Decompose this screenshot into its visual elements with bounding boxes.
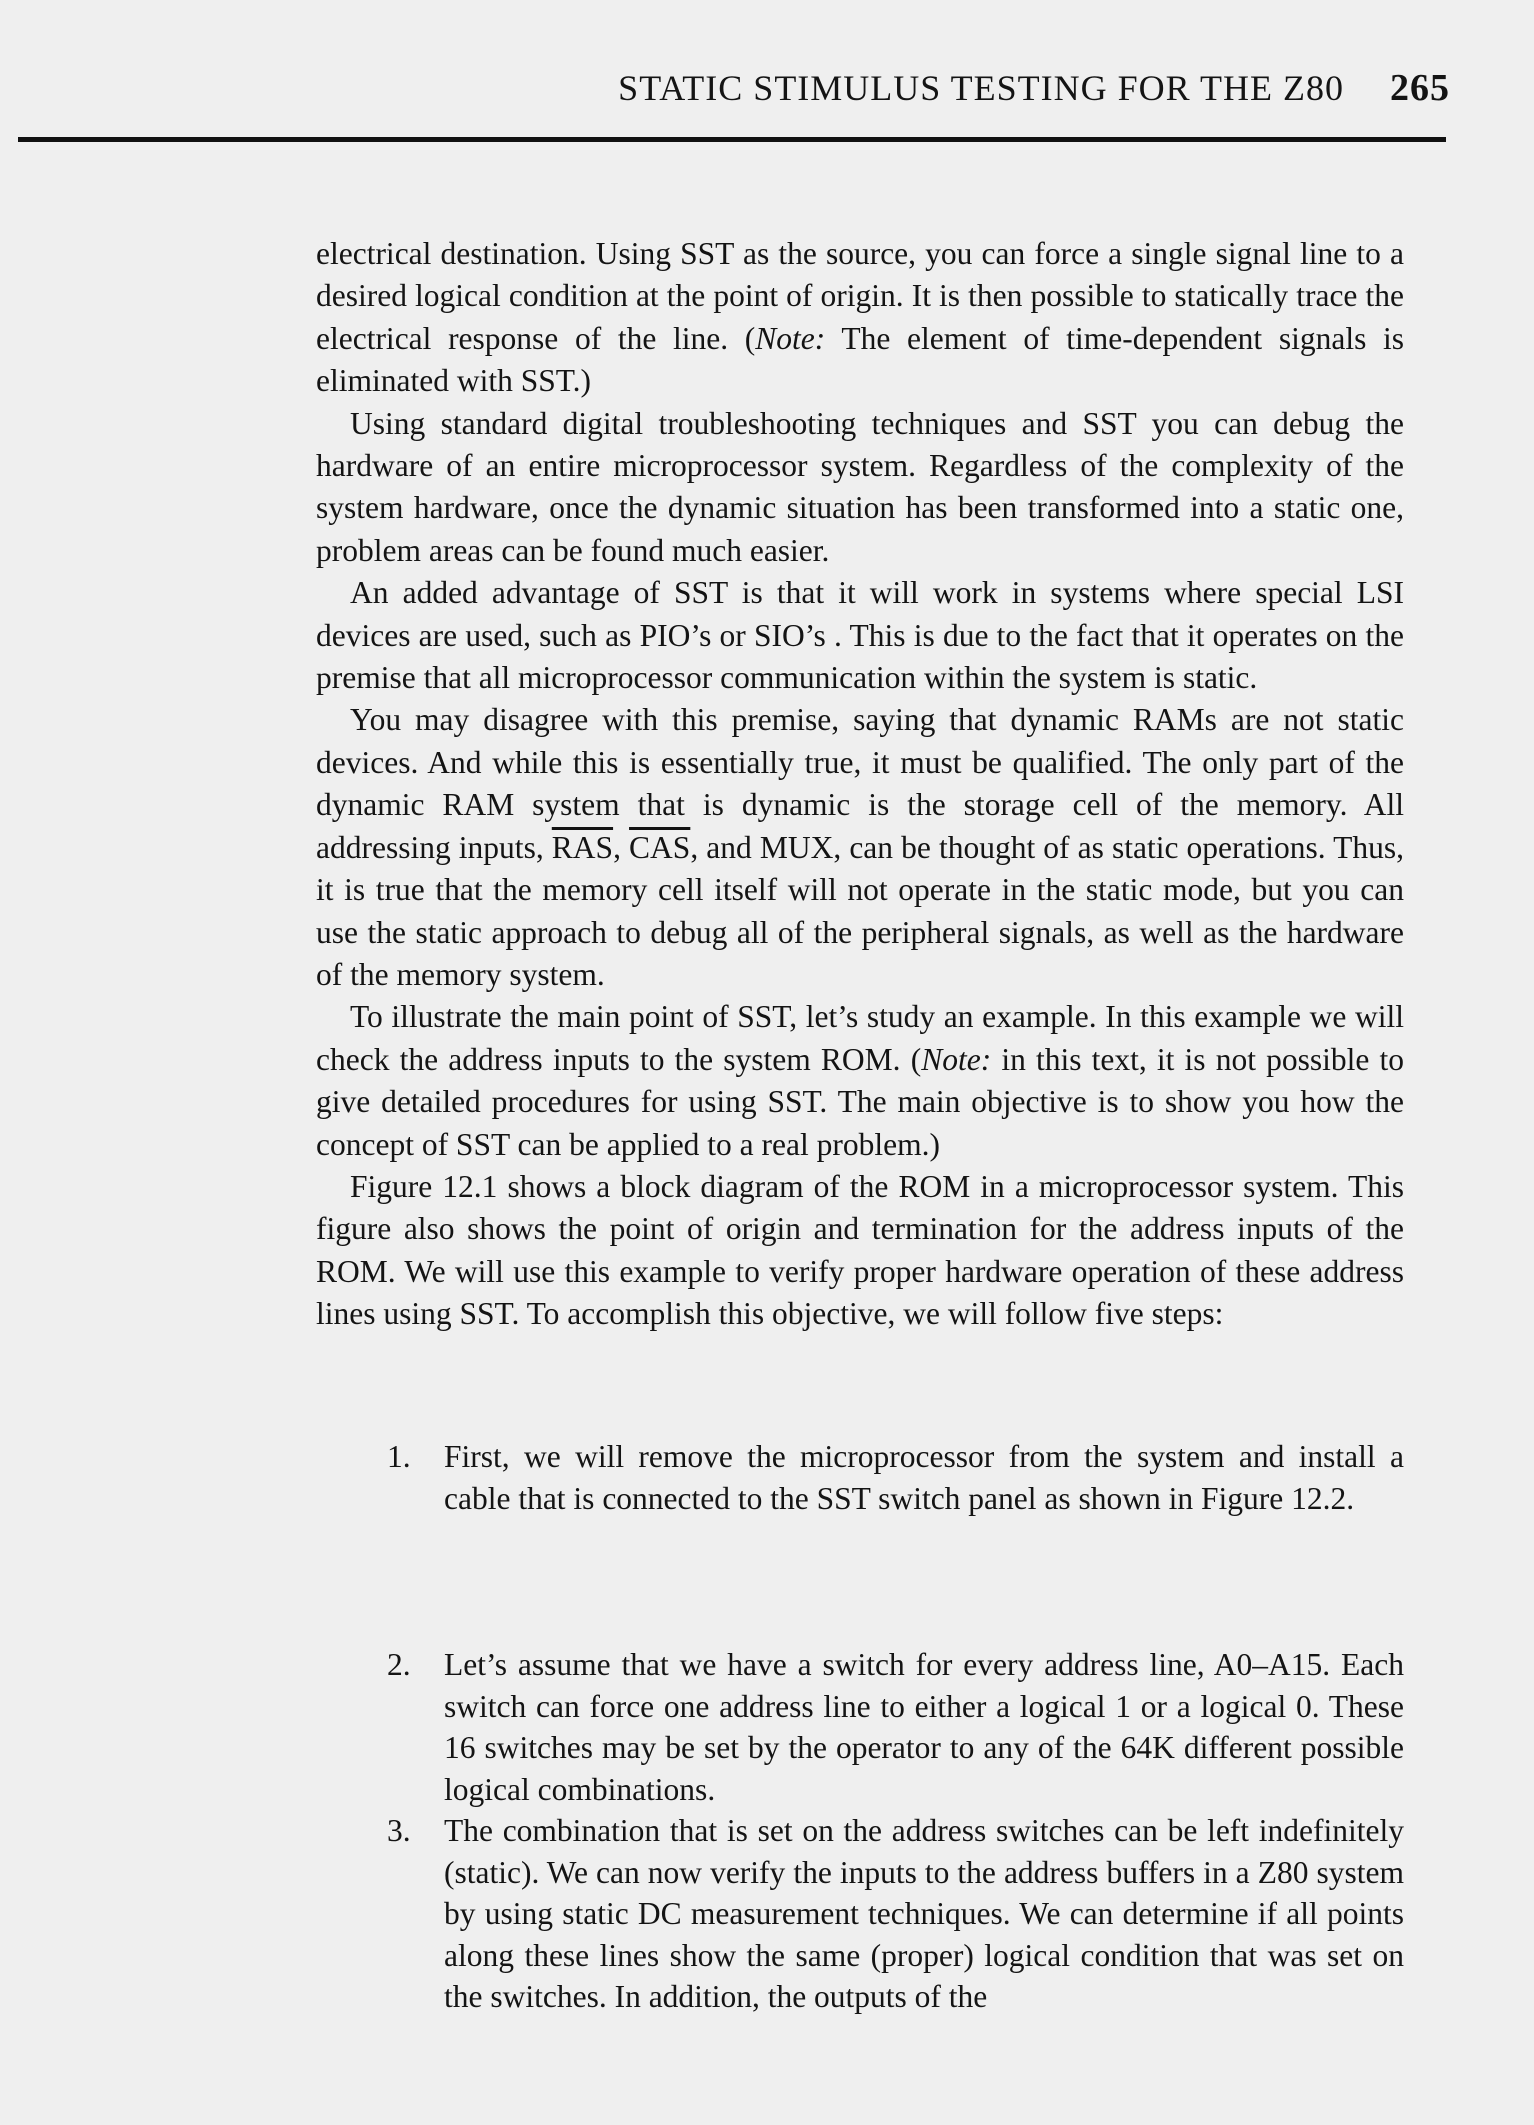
note-label: Note: (921, 1041, 992, 1077)
list-item-text: Let’s assume that we have a switch for every address line, A0–A15. Each switch can force one address line to either a logical 1 or a logical 0. These 16 switches may be set by the operator to any of the 64K different possible logical combinations. (444, 1647, 1404, 1807)
paragraph-4 (316, 699, 1404, 996)
list-item-number: 2. (387, 1647, 411, 1682)
list-item-number: 3. (387, 1813, 411, 1848)
header-rule (18, 137, 1446, 142)
paragraph-1-end: The element of time-dependent signals is eliminated with SST.) (316, 320, 1404, 399)
list-item-text: The combination that is set on the address switches can be left indefinitely (static). We can now verify the inputs to the address buffers in a Z80 system by using static DC measurement techniques. We can determine if all points along these lines show the same (proper) logical condition that was set on the switches. In addition, the outputs of the (444, 1813, 1404, 2014)
running-title: STATIC STIMULUS TESTING FOR THE Z80 (618, 68, 1344, 108)
paragraph-5-text-a: To illustrate the main point of SST, let’s study an example. In this example we will check the address inputs to the system ROM. ( (316, 999, 1404, 1077)
paragraph-5 (316, 996, 1404, 1166)
list-item-number: 1. (387, 1439, 411, 1474)
paragraph-5-text-b: in this text, it is not possible to give detailed procedures for using SST. The main objective is to show you how the concept of SST can be applied to a real problem.) (316, 1041, 1404, 1162)
cas-signal: $\overline{CAS}$ (629, 829, 691, 865)
paragraph-2: Using standard digital troubleshooting techniques and SST you can debug the hardware of an entire microprocessor system. Regardless of the complexity of the system hardware, once the dynamic situation has been transformed into a static one, problem areas can be found much easier. (316, 405, 1404, 568)
note-label: Note: (755, 320, 826, 356)
paragraph-4-separator: , (613, 829, 630, 865)
paragraph-6: Figure 12.1 shows a block diagram of the ROM in a microprocessor system. This figure also shows the point of origin and termination for the address inputs of the ROM. We will use this example to verify proper hardware operation of these address lines using SST. To accomplish this objective, we will follow five steps: (316, 1168, 1404, 1332)
ras-signal: $\overline{RAS}$ (551, 829, 614, 865)
list-item-text: First, we will remove the microprocessor from the system and install a cable that is connected to the SST switch panel as shown in Figure 12.2. (444, 1439, 1404, 1516)
list-item (387, 1436, 1404, 1519)
list-item (387, 1644, 1404, 1810)
paragraph-3: An added advantage of SST is that it will work in systems where special LSI devices are used, such as PIO’s or SIO’s . This is due to the fact that it operates on the premise that all microprocessor communication within the system is static. (316, 575, 1404, 696)
body-text (316, 233, 1404, 1336)
page-number: 265 (1390, 67, 1450, 109)
paragraph-1 (316, 233, 1404, 403)
paragraph-1-text: electrical destination. Using SST as the source, you can force a single signal line to a desired logical condition at the point of origin. It is then possible to statically trace the electrical response of the line. ( (316, 236, 1404, 356)
paragraph-4-text-a: You may disagree with this premise, saying that dynamic RAMs are not static devices. And while this is essentially true, it must be qualified. The only part of the dynamic RAM system that is dynamic is the storage cell of the memory. All addressing inputs, (316, 702, 1404, 865)
paragraph-4-text-b: , and MUX, can be thought of as static operations. Thus, it is true that the memory cell itself will not operate in the static mode, but you can use the static approach to debug all of the peripheral signals, as well as the hardware of the memory system. (316, 829, 1405, 992)
list-item (387, 1810, 1404, 2018)
running-header (0, 66, 1450, 110)
